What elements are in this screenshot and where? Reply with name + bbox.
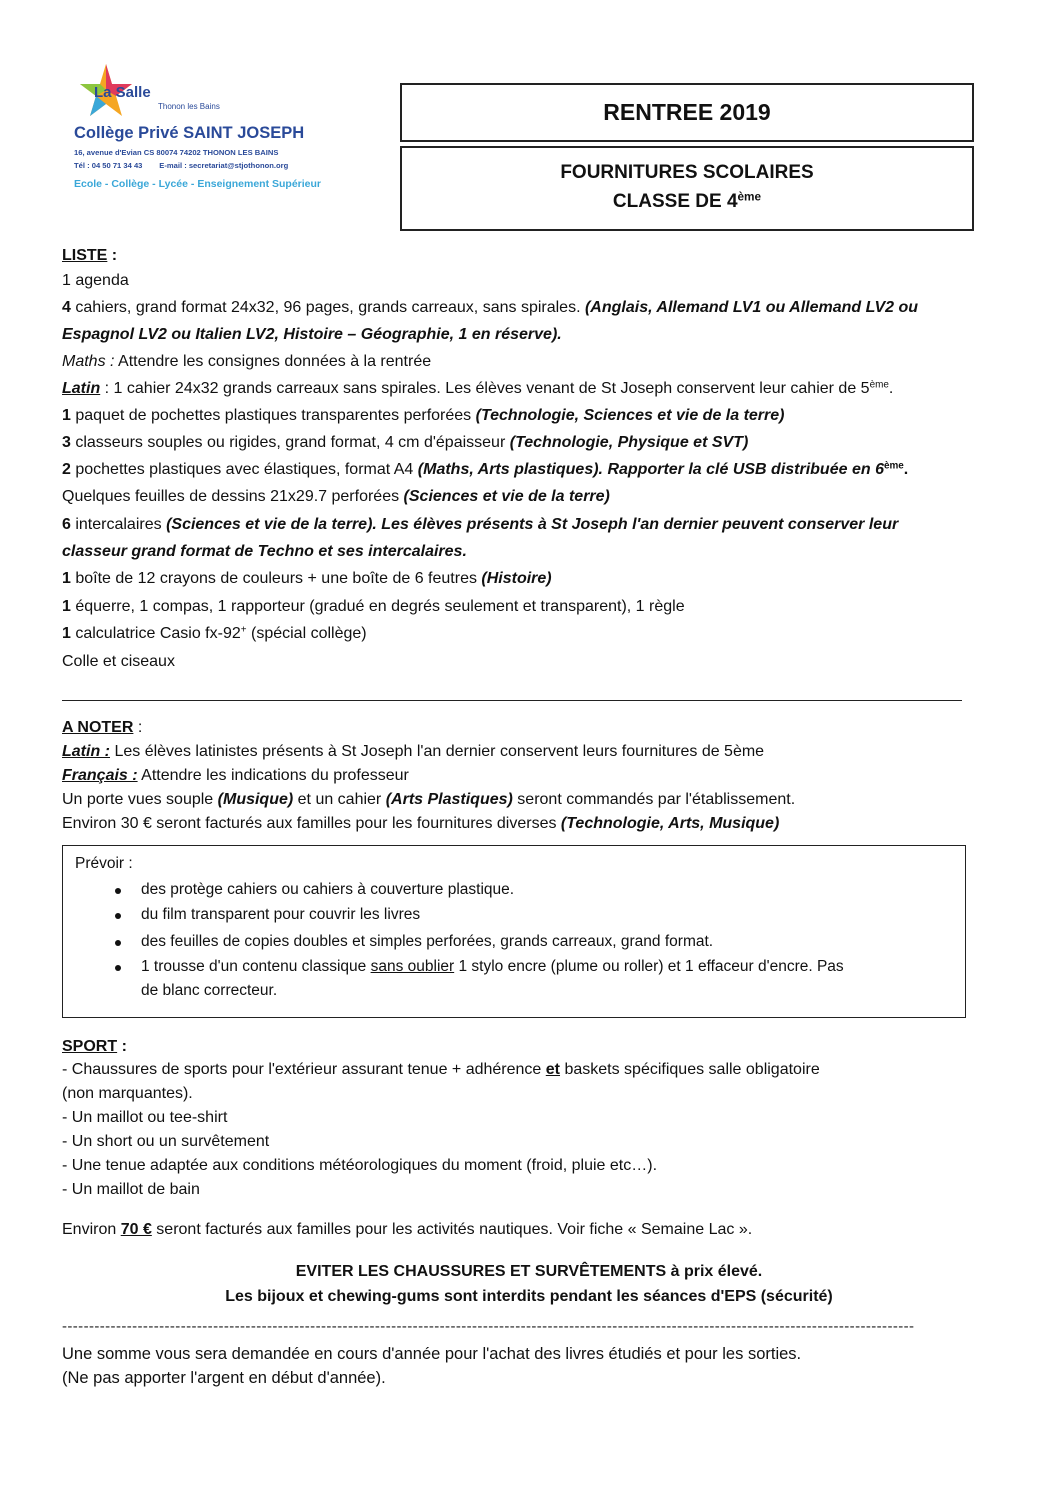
item-emphasis: et [545,1061,561,1078]
liste-item-geometrie [62,597,685,617]
sport-item: - Une tenue adaptée aux conditions météorologiques du moment (froid, pluie etc…). [62,1157,658,1174]
item-note: classeur grand format de Techno et ses intercalaires. [62,543,467,560]
sport-cost [62,1220,752,1240]
liste-heading [62,246,117,266]
liste-item-classeurs [62,433,748,453]
item-text: cahiers, grand format 24x32, 96 pages, grands carreaux, sans spirales. [70,299,585,316]
liste-item-crayons [62,569,552,589]
logo-college-name: Collège Privé SAINT JOSEPH [74,124,305,142]
noter-latin [62,742,764,762]
note-subject: (Musique) [217,791,294,808]
page-title: RENTREE 2019 [603,99,771,125]
logo-tel: Tél : 04 50 71 34 43 [74,161,143,170]
cost-text: seront facturés aux familles pour les activités nautiques. Voir fiche « Semaine Lac ». [151,1221,753,1238]
liste-item-agenda: 1 agenda [62,272,129,289]
liste-heading-text: LISTE [62,247,108,264]
item-text: équerre, 1 compas, 1 rapporteur (gradué en degrés seulement et transparent), 1 règle [70,598,685,615]
prevoir-item: des protège cahiers ou cahiers à couverture plastique. [141,881,515,898]
noter-heading-text: A NOTER [62,719,134,736]
liste-item-latin [62,379,893,399]
sport-item-cont: (non marquantes). [62,1085,193,1102]
item-text: pochettes plastiques avec élastiques, format A4 [70,461,418,478]
sup: ème [883,460,904,472]
item-text: Attendre les consignes données à la rentrée [114,353,432,370]
logo-tagline: Ecole - Collège - Lycée - Enseignement Supérieur [74,178,322,190]
footer-line2: (Ne pas apporter l'argent en début d'année). [62,1369,386,1387]
item-text: Quelques feuilles de dessins 21x29.7 perforées [62,488,404,505]
bullet-icon [115,913,121,919]
logo-location: Thonon les Bains [158,102,220,111]
subject-label: Latin [62,380,101,397]
item-note: (Anglais, Allemand LV1 ou Allemand LV2 ou [584,299,919,316]
liste-item-maths [62,352,431,372]
prevoir-title: Prévoir : [75,855,133,872]
logo-address: 16, avenue d'Evian CS 80074 74202 THONON LES BAINS [74,148,279,157]
bullet-icon [115,888,121,894]
item-text: intercalaires [70,516,167,533]
bullet-icon [115,965,121,971]
note-text: et un cahier [293,791,386,808]
noter-francais [62,766,409,786]
liste-item-dessins [62,487,610,507]
dashed-separator: -------------------------------------------------------------------------------------------------------------------------------------------------------------- [62,1318,915,1335]
item-text: - Chaussures de sports pour l'extérieur assurant tenue + adhérence [62,1061,546,1078]
item-end: (spécial collège) [246,625,367,642]
liste-item-calculatrice [62,624,367,644]
item-note: (Histoire) [481,570,552,587]
bullet-icon [115,940,121,946]
subject-label: Maths : [62,353,115,370]
warning-line1: EVITER LES CHAUSSURES ET SURVÊTEMENTS à prix élevé. [295,1263,763,1280]
sup: ème [869,379,889,391]
footer-line1: Une somme vous sera demandée en cours d'année pour l'achat des livres étudiés et pour les sorties. [62,1345,802,1363]
item-text: 1 trousse d'un contenu classique [141,958,371,975]
note-subject: (Arts Plastiques) [385,791,513,808]
cost-amount: 70 € [120,1221,152,1238]
item-text: : 1 cahier 24x32 grands carreaux sans spirales. Les élèves venant de St Joseph conservent leur cahier de 5 [100,380,870,397]
liste-colon: : [107,247,118,264]
qty: 6 [62,516,71,533]
noter-heading [62,718,142,738]
liste-item-intercalaires-cont [62,542,467,562]
cost-text: Environ [62,1221,121,1238]
prevoir-item: du film transparent pour couvrir les livres [141,906,421,923]
sport-item: - Un maillot ou tee-shirt [62,1109,228,1126]
sport-item: - Un short ou un survêtement [62,1133,270,1150]
liste-item-intercalaires [62,515,898,535]
sport-colon: : [117,1038,127,1055]
note-text: seront commandés par l'établissement. [512,791,796,808]
subtitle-sup: ème [737,190,762,204]
item-text: paquet de pochettes plastiques transparentes perforées [70,407,476,424]
item-end: . [888,380,894,397]
warning-line2: Les bijoux et chewing-gums sont interdits pendant les séances d'EPS (sécurité) [225,1288,833,1305]
note-text: Les élèves latinistes présents à St Joseph l'an dernier conservent leurs fournitures de 5ème [110,743,765,760]
subtitle-box [400,146,974,231]
qty: 1 [62,407,71,424]
note-text: Attendre les indications du professeur [137,767,409,784]
logo-email: E-mail : secretariat@stjothonon.org [159,161,289,170]
item-emphasis: sans oublier [370,958,455,975]
qty: 1 [62,570,71,587]
item-note: (Maths, Arts plastiques). Rapporter la clé USB distribuée en 6 [417,461,884,478]
liste-item-pochettes [62,406,784,426]
liste-item-elastiques [62,460,908,480]
noter-fournitures [62,814,779,834]
school-logo [70,62,350,212]
item-text: calculatrice Casio fx-92 [70,625,241,642]
sport-heading [62,1037,127,1057]
item-text: 1 stylo encre (plume ou roller) et 1 effaceur d'encre. Pas [454,958,844,975]
qty: 2 [62,461,71,478]
prevoir-box [62,845,966,1018]
section-divider [62,700,962,701]
liste-item-colle: Colle et ciseaux [62,653,175,670]
item-note: (Technologie, Sciences et vie de la terre) [475,407,785,424]
subject-label: Français : [62,767,138,784]
liste-item-cahiers [62,298,918,318]
note-text: Environ 30 € seront facturés aux familles pour les fournitures diverses [62,815,561,832]
qty: 1 [62,598,71,615]
item-end: . [903,461,909,478]
note-text: Un porte vues souple [62,791,218,808]
noter-colon: : [133,719,143,736]
qty: 1 [62,625,71,642]
subject-label: Latin : [62,743,110,760]
sport-heading-text: SPORT [62,1038,118,1055]
sport-item [62,1060,820,1080]
logo-name: La Salle [94,84,151,101]
noter-porte-vues [62,790,795,810]
sport-item: - Un maillot de bain [62,1181,200,1198]
item-note: Espagnol LV2 ou Italien LV2, Histoire – Géographie, 1 en réserve). [62,326,562,343]
logo-contact [74,161,288,170]
title-box [400,83,974,142]
qty: 4 [62,299,71,316]
qty: 3 [62,434,71,451]
item-note: (Sciences et vie de la terre) [403,488,610,505]
item-note: (Technologie, Physique et SVT) [509,434,749,451]
subtitle-line2 [402,187,972,216]
item-text: baskets spécifiques salle obligatoire [560,1061,820,1078]
note-subject: (Technologie, Arts, Musique) [560,815,780,832]
item-text: boîte de 12 crayons de couleurs + une boîte de 6 feutres [70,570,482,587]
liste-item-cahiers-cont [62,325,562,345]
sup: + [240,624,247,636]
item-text: classeurs souples ou rigides, grand format, 4 cm d'épaisseur [70,434,510,451]
subtitle-class: CLASSE DE 4 [612,191,738,212]
subtitle-line1: FOURNITURES SCOLAIRES [560,162,814,183]
prevoir-item: des feuilles de copies doubles et simples perforées, grands carreaux, grand format. [141,933,714,950]
item-note: (Sciences et vie de la terre). Les élèves présents à St Joseph l'an dernier peuvent conserver leur [166,516,899,533]
prevoir-item [141,957,844,977]
prevoir-item-cont: de blanc correcteur. [141,982,278,999]
